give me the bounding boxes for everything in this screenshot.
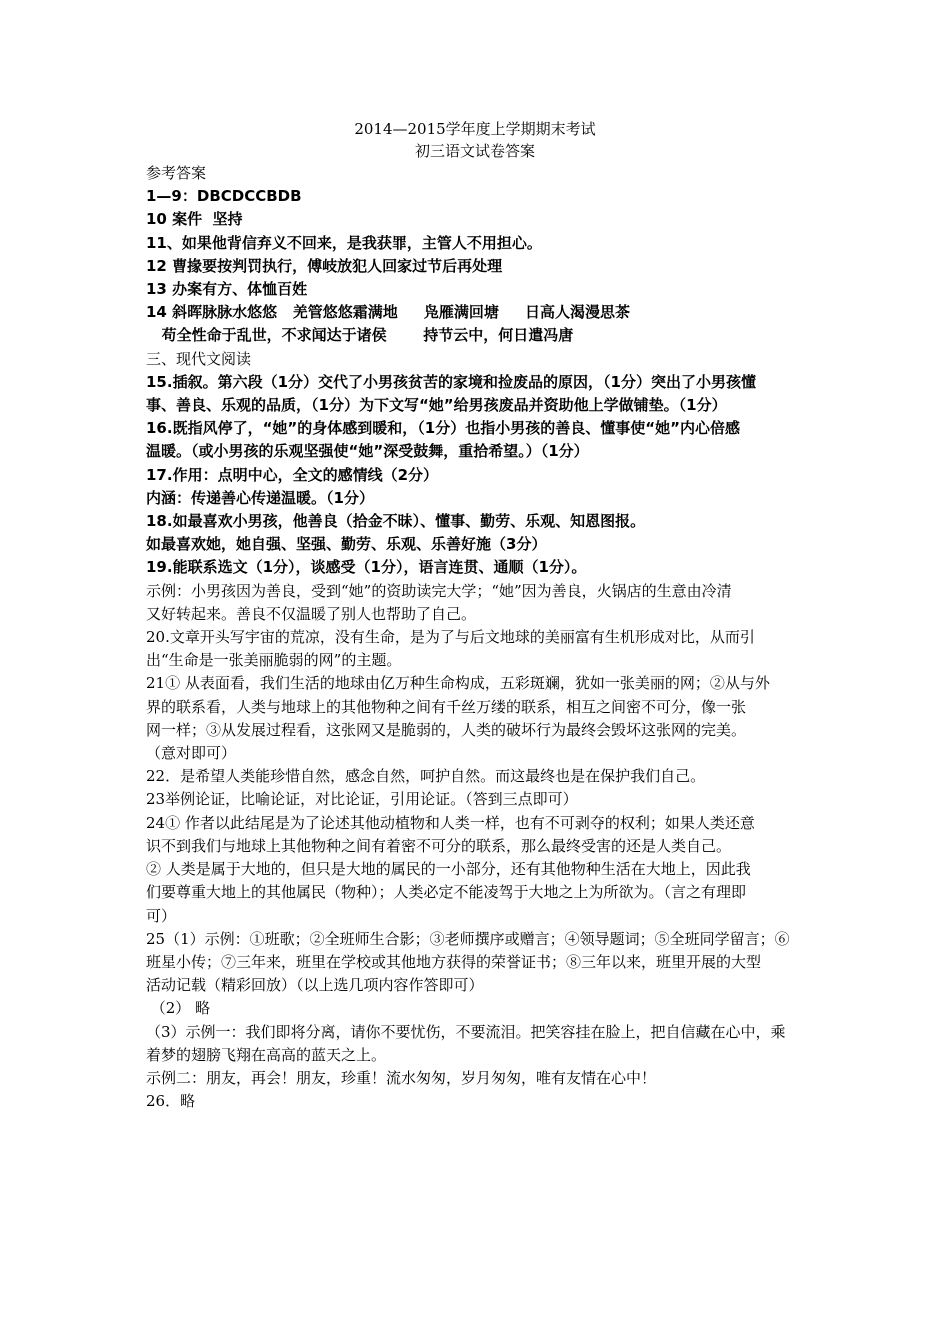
answer-line-26: 26．略 <box>146 1092 196 1111</box>
answer-line-17b: 内涵：传递善心传递温暖。（1分） <box>146 488 374 507</box>
answer-line-14: 14 斜晖脉脉水悠悠 羌管悠悠霜满地 凫雁满回塘 日高人渴漫思茶 <box>146 303 630 322</box>
answer-line-24b: 识不到我们与地球上其他物种之间有着密不可分的联系，那么最终受害的还是人类自己。 <box>146 836 732 855</box>
answer-line-21c: 网一样；③从发展过程看，这张网又是脆弱的，人类的破坏行为最终会毁坏这张网的完美。 <box>146 720 747 739</box>
section-heading-answers: 参考答案 <box>146 164 207 182</box>
answer-line-12: 12 曹掾要按判罚执行，傅岐放犯人回家过节后再处理 <box>146 256 503 275</box>
answer-line-21b: 界的联系看，人类与地球上的其他物种之间有千丝万缕的联系，相互之间密不可分，像一张 <box>146 697 747 716</box>
answer-line-18a: 18.如最喜欢小男孩，他善良（拾金不昧）、懂事、勤劳、乐观、知恩图报。 <box>146 512 646 531</box>
answer-line-23: 23举例论证，比喻论证，对比论证，引用论证。（答到三点即可） <box>146 790 578 809</box>
answer-line-25-3-example2: 示例二：朋友，再会！朋友，珍重！流水匆匆，岁月匆匆，唯有友情在心中！ <box>146 1068 657 1087</box>
answer-line-24d: 们要尊重大地上的其他属民（物种）；人类必定不能凌驾于大地之上为所欲为。（言之有理即 <box>146 883 747 902</box>
answer-line-19-example-b: 又好转起来。善良不仅温暖了别人也帮助了自己。 <box>146 604 477 623</box>
answer-line-19: 19.能联系选文（1分），谈感受（1分），语言连贯、通顺（1分）。 <box>146 558 587 577</box>
section-heading-modern-reading: 三、现代文阅读 <box>146 349 252 368</box>
answer-line-21a: 21① 从表面看，我们生活的地球由亿万种生命构成，五彩斑斓，犹如一张美丽的网；②从与外 <box>146 674 770 693</box>
answer-line-25-3a: （3）示例一：我们即将分离，请你不要忧伤，不要流泪。把笑容挂在脸上，把自信藏在心中，乘 <box>146 1022 786 1041</box>
answer-line-24c: ② 人类是属于大地的，但只是大地的属民的一小部分，还有其他物种生活在大地上，因此我 <box>146 860 751 879</box>
answer-line-11: 11、如果他背信弃义不回来，是我获罪，主管人不用担心。 <box>146 233 542 252</box>
answer-line-18b: 如最喜欢她，她自强、坚强、勤劳、乐观、乐善好施（3分） <box>146 535 547 554</box>
answer-line-16b: 温暖。（或小男孩的乐观坚强使“她”深受鼓舞，重拾希望。）（1分） <box>146 442 589 461</box>
answer-line-16a: 16.既指风停了，“她”的身体感到暖和，（1分）也指小男孩的善良、懂事使“她”内心倍感 <box>146 419 740 438</box>
answer-line-14-cont: 苟全性命于乱世，不求闻达于诸侯 持节云中，何日遣冯唐 <box>146 326 574 345</box>
answer-line-19-example-a: 示例：小男孩因为善良，受到“她”的资助读完大学；“她”因为善良，火锅店的生意由冷清 <box>146 581 732 600</box>
answer-sheet-title: 初三语文试卷答案 <box>414 142 535 160</box>
answer-line-15a: 15.插叙。第六段（1分）交代了小男孩贫苦的家境和捡废品的原因，（1分）突出了小男孩懂 <box>146 372 756 391</box>
answer-line-21d: （意对即可） <box>146 744 237 763</box>
answer-line-24a: 24① 作者以此结尾是为了论述其他动植物和人类一样，也有不可剥夺的权利；如果人类还意 <box>146 813 755 832</box>
answer-line-1-9: 1—9：DBCDCCBDB <box>146 187 302 206</box>
answer-line-25a: 25（1）示例：①班歌；②全班师生合影；③老师撰序或赠言；④领导题词；⑤全班同学留言；⑥ <box>146 929 790 948</box>
answer-line-22: 22．是希望人类能珍惜自然，感念自然，呵护自然。而这最终也是在保护我们自己。 <box>146 767 706 786</box>
answer-line-20b: 出“生命是一张美丽脆弱的网”的主题。 <box>146 651 402 670</box>
answer-line-25b: 班星小传；⑦三年来，班里在学校或其他地方获得的荣誉证书；⑧三年以来，班里开展的大型 <box>146 952 762 971</box>
answer-line-10: 10 案件 坚持 <box>146 210 243 229</box>
answer-line-25c: 活动记载（精彩回放）（以上选几项内容作答即可） <box>146 976 484 995</box>
answer-line-17a: 17.作用：点明中心，全文的感情线（2分） <box>146 465 439 484</box>
answer-line-15b: 事、善良、乐观的品质，（1分）为下文写“她”给男孩废品并资助他上学做铺垫。（1分） <box>146 396 727 415</box>
answer-line-13: 13 办案有方、体恤百姓 <box>146 280 308 299</box>
answer-body <box>146 162 816 1113</box>
answer-line-20a: 20.文章开头写宇宙的荒凉，没有生命，是为了与后文地球的美丽富有生机形成对比，从而引 <box>146 628 755 647</box>
exam-title: 2014—2015学年度上学期期末考试 <box>354 120 596 138</box>
answer-line-24e: 可） <box>146 906 177 925</box>
answer-line-25-2: （2） 略 <box>146 999 211 1018</box>
answer-line-25-3b: 着梦的翅膀飞翔在高高的蓝天之上。 <box>146 1045 387 1064</box>
document-header <box>0 118 950 162</box>
